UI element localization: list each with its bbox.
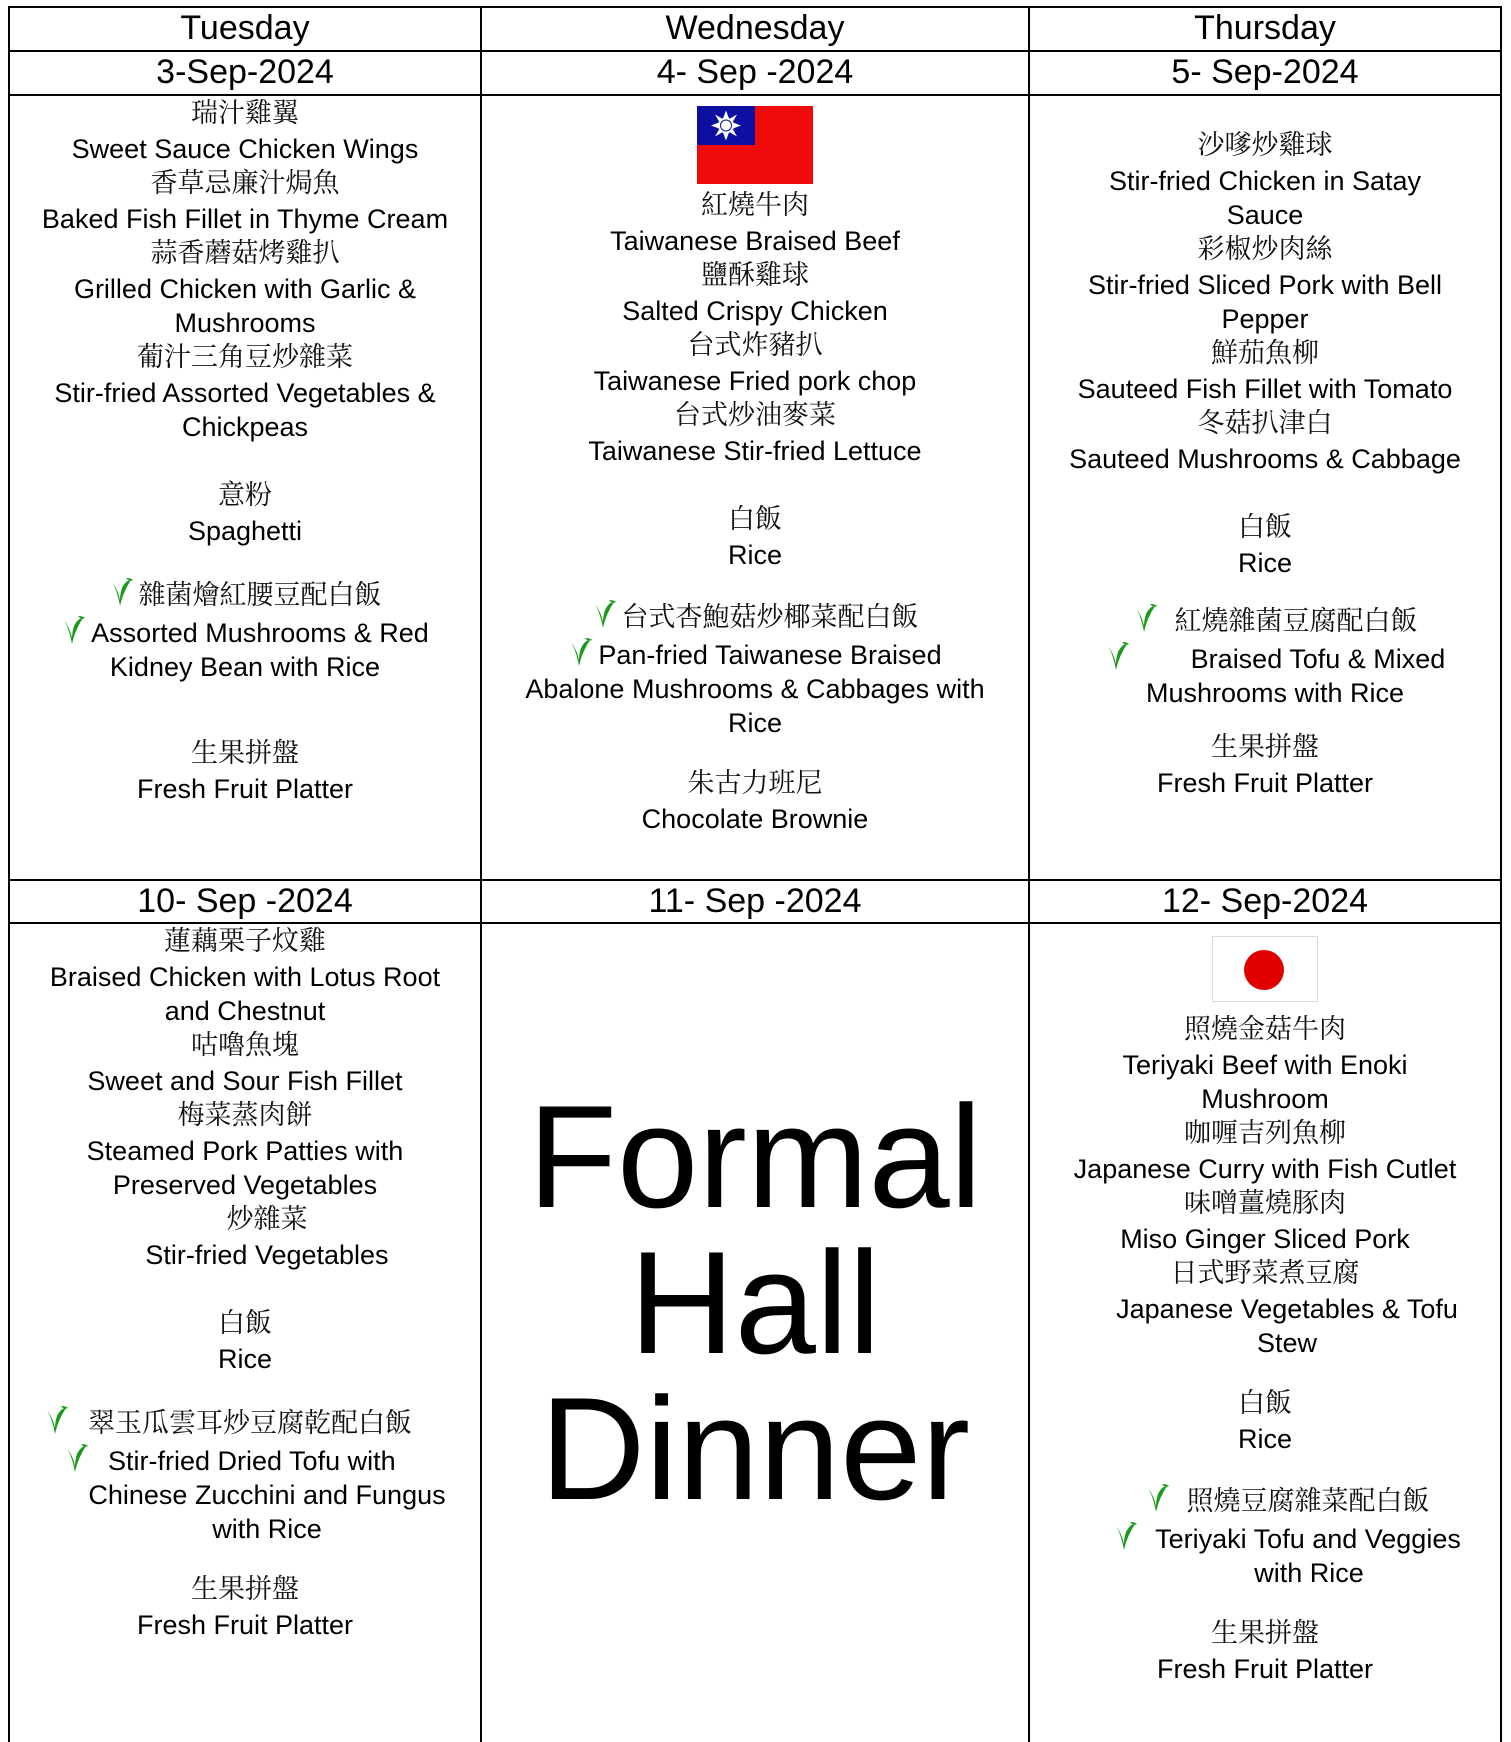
dish-name-en: Grilled Chicken with Garlic & (73, 274, 417, 304)
dish-name-zh: 蓮藕栗子炆雞 (164, 926, 326, 957)
dish-name-zh: 味噌薑燒豚肉 (1184, 1188, 1346, 1219)
date-header: 5- Sep-2024 (1171, 53, 1359, 91)
vegetarian-dish-zh: 雜菌燴紅腰豆配白飯 (138, 580, 382, 611)
dish-name-en: Japanese Vegetables & Tofu (1116, 1294, 1458, 1324)
dish-name-zh: 台式炒油麥菜 (674, 400, 836, 431)
dish-name-zh: 香草忌廉汁焗魚 (150, 168, 340, 199)
vegetarian-dish-en: Chinese Zucchini and Fungus (88, 1480, 446, 1510)
dish-name-en: Salted Crispy Chicken (622, 296, 888, 326)
formal-hall-dinner-text-3: Dinner (539, 1367, 971, 1530)
vegetarian-dish-zh: 翠玉瓜雲耳炒豆腐乾配白飯 (88, 1408, 412, 1439)
dish-name-zh: 紅燒牛肉 (701, 190, 809, 221)
dish-name-en: Stir-fried Sliced Pork with Bell (1087, 270, 1443, 300)
menu-cell-tue-3sep (10, 96, 480, 806)
vegetarian-leaf-icon (61, 614, 87, 648)
vegetarian-leaf-icon (1105, 640, 1131, 674)
dish-name-zh: 彩椒炒肉絲 (1197, 234, 1333, 265)
dessert-zh: 生果拼盤 (1211, 1618, 1319, 1649)
dessert-zh: 朱古力班尼 (687, 768, 823, 799)
menu-cell-thu-5sep (1030, 128, 1500, 800)
dish-name-en: Mushrooms (174, 308, 316, 338)
staple-zh: 白飯 (218, 1308, 272, 1339)
vegetarian-leaf-icon (109, 576, 135, 610)
dish-name-en: Sweet and Sour Fish Fillet (87, 1066, 403, 1096)
dish-name-zh: 瑞汁雞翼 (191, 98, 299, 129)
dish-name-en: Braised Chicken with Lotus Root (49, 962, 441, 992)
dish-name-en: Baked Fish Fillet in Thyme Cream (41, 204, 449, 234)
dessert-zh: 生果拼盤 (1211, 732, 1319, 763)
vegetarian-dish-zh: 照燒豆腐雜菜配白飯 (1186, 1486, 1430, 1517)
vegetarian-leaf-icon (1145, 1482, 1171, 1516)
formal-hall-dinner-text-1: Formal (527, 1075, 983, 1238)
dish-name-en: Taiwanese Braised Beef (610, 226, 900, 256)
dish-name-en: and Chestnut (164, 996, 326, 1026)
dish-name-zh: 咖喱吉列魚柳 (1184, 1118, 1346, 1149)
vegetarian-leaf-icon (1113, 1520, 1139, 1554)
vegetarian-dish-en: Braised Tofu & Mixed (1190, 644, 1446, 674)
taiwan-flag-icon (697, 106, 813, 184)
dish-name-zh: 冬菇扒津白 (1197, 408, 1333, 439)
date-header: 10- Sep -2024 (137, 882, 353, 920)
vegetarian-dish-en: Stir-fried Dried Tofu with (108, 1446, 396, 1476)
dish-name-en: Sweet Sauce Chicken Wings (71, 134, 419, 164)
dessert-en: Fresh Fruit Platter (136, 774, 354, 804)
vegetarian-dish-zh: 台式杏鮑菇炒椰菜配白飯 (621, 602, 919, 633)
vegetarian-leaf-icon (1133, 602, 1159, 636)
date-header: 12- Sep-2024 (1161, 882, 1369, 920)
dish-name-en: Sauteed Mushrooms & Cabbage (1069, 444, 1461, 474)
vegetarian-dish-en: Assorted Mushrooms & Red (91, 618, 429, 648)
staple-zh: 意粉 (218, 480, 272, 511)
vegetarian-dish-en: with Rice (1254, 1558, 1364, 1588)
vegetarian-dish-en: Abalone Mushrooms & Cabbages with (525, 674, 985, 704)
staple-zh: 白飯 (1238, 1388, 1292, 1419)
dish-name-zh: 日式野菜煮豆腐 (1170, 1258, 1360, 1289)
staple-en: Rice (217, 1344, 272, 1374)
dish-name-en: Stir-fried Chicken in Satay (1108, 166, 1422, 196)
dish-name-zh: 葡汁三角豆炒雜菜 (137, 342, 353, 373)
dish-name-zh: 台式炸豬扒 (687, 330, 823, 361)
dish-name-en: Sauce (1226, 200, 1304, 230)
dish-name-en: Stir-fried Assorted Vegetables & (54, 378, 436, 408)
dish-name-en: Steamed Pork Patties with (86, 1136, 404, 1166)
menu-table (8, 6, 1502, 1742)
staple-en: Rice (1237, 548, 1292, 578)
dish-name-zh: 咕嚕魚塊 (191, 1030, 299, 1061)
dish-name-zh: 梅菜蒸肉餅 (177, 1100, 313, 1131)
dish-name-en: Japanese Curry with Fish Cutlet (1073, 1154, 1457, 1184)
dessert-en: Fresh Fruit Platter (1156, 1654, 1374, 1684)
vegetarian-dish-en: with Rice (212, 1514, 322, 1544)
vegetarian-dish-en: Pan-fried Taiwanese Braised (598, 640, 942, 670)
vegetarian-dish-zh: 紅燒雜菌豆腐配白飯 (1174, 606, 1418, 637)
dessert-en: Chocolate Brownie (641, 804, 869, 834)
japan-flag-icon (1212, 936, 1318, 1002)
staple-zh: 白飯 (728, 504, 782, 535)
staple-en: Spaghetti (187, 516, 303, 546)
dish-name-en: Stew (1256, 1328, 1318, 1358)
vegetarian-leaf-icon (568, 636, 594, 670)
dish-name-zh: 蒜香蘑菇烤雞扒 (150, 238, 340, 269)
dish-name-en: Sauteed Fish Fillet with Tomato (1077, 374, 1453, 404)
dessert-en: Fresh Fruit Platter (1156, 768, 1374, 798)
dish-name-zh: 鮮茄魚柳 (1211, 338, 1319, 369)
vegetarian-dish-en: Kidney Bean with Rice (109, 652, 381, 682)
staple-zh: 白飯 (1238, 512, 1292, 543)
dish-name-en: Teriyaki Beef with Enoki (1122, 1050, 1408, 1080)
dish-name-en: Stir-fried Vegetables (145, 1240, 389, 1270)
dish-name-zh: 炒雜菜 (226, 1204, 308, 1235)
staple-en: Rice (727, 540, 782, 570)
menu-cell-tue-10sep (10, 924, 480, 1642)
dish-name-en: Taiwanese Stir-fried Lettuce (588, 436, 922, 466)
day-header-wednesday: Wednesday (665, 9, 845, 47)
dish-name-en: Pepper (1221, 304, 1309, 334)
dish-name-en: Mushroom (1201, 1084, 1329, 1114)
vegetarian-leaf-icon (44, 1404, 70, 1438)
vegetarian-dish-en: Mushrooms with Rice (1145, 678, 1405, 708)
menu-cell-wed-4sep (482, 96, 1028, 836)
dish-name-en: Preserved Vegetables (112, 1170, 378, 1200)
vegetarian-leaf-icon (64, 1442, 90, 1476)
dessert-zh: 生果拼盤 (191, 738, 299, 769)
dish-name-zh: 照燒金菇牛肉 (1184, 1014, 1346, 1045)
formal-hall-dinner-text-2: Hall (629, 1221, 881, 1384)
vegetarian-dish-en: Teriyaki Tofu and Veggies (1155, 1524, 1461, 1554)
vegetarian-dish-en: Rice (727, 708, 782, 738)
date-header: 3-Sep-2024 (156, 53, 334, 91)
dish-name-en: Taiwanese Fried pork chop (593, 366, 917, 396)
date-header: 11- Sep -2024 (648, 882, 862, 920)
staple-en: Rice (1237, 1424, 1292, 1454)
vegetarian-leaf-icon (592, 598, 618, 632)
dish-name-zh: 沙嗲炒雞球 (1197, 130, 1333, 161)
day-header-thursday: Thursday (1194, 9, 1336, 47)
dish-name-zh: 鹽酥雞球 (701, 260, 809, 291)
dessert-en: Fresh Fruit Platter (136, 1610, 354, 1640)
dish-name-en: Chickpeas (181, 412, 309, 442)
date-header: 4- Sep -2024 (656, 53, 854, 91)
day-header-tuesday: Tuesday (180, 9, 310, 47)
dessert-zh: 生果拼盤 (191, 1574, 299, 1605)
menu-cell-thu-12sep (1030, 924, 1500, 1686)
dish-name-en: Miso Ginger Sliced Pork (1120, 1224, 1410, 1254)
